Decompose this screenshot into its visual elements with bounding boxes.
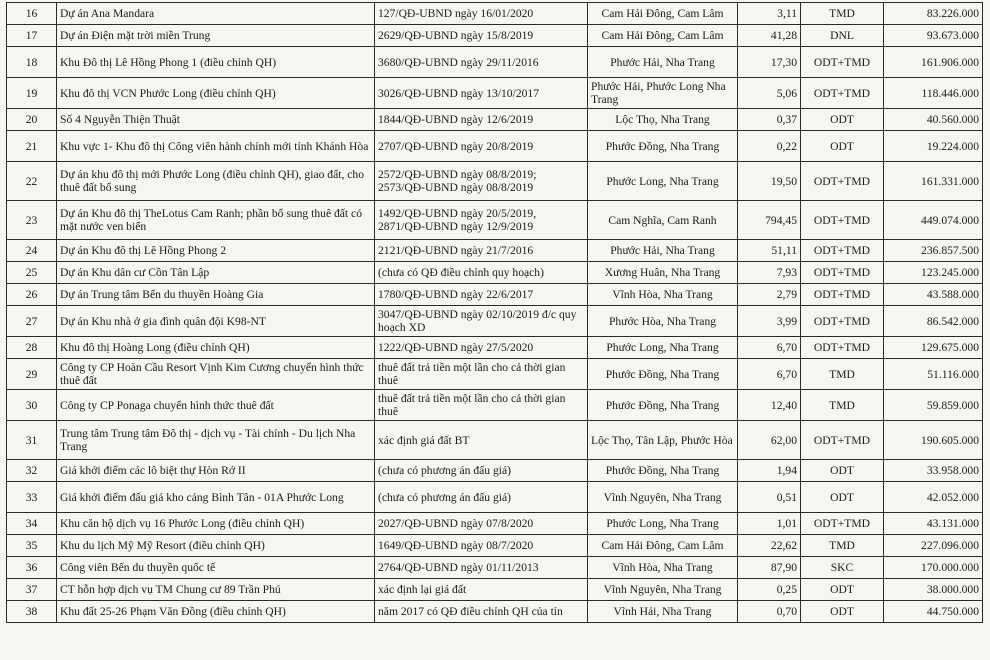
land-type-cell: ODT <box>801 131 884 162</box>
area-ha-cell: 0,22 <box>738 131 801 162</box>
area-ha-cell: 41,28 <box>738 25 801 47</box>
area-ha-cell: 0,37 <box>738 109 801 131</box>
decision-ref-cell: (chưa có QĐ điều chỉnh quy hoạch) <box>375 262 588 284</box>
land-type-cell: TMD <box>801 390 884 421</box>
row-number-cell: 28 <box>7 337 57 359</box>
row-number-cell: 18 <box>7 47 57 78</box>
price-value-cell: 33.958.000 <box>884 460 983 482</box>
decision-ref-cell: 2764/QĐ-UBND ngày 01/11/2013 <box>375 557 588 579</box>
decision-ref-cell: xác định giá đất BT <box>375 421 588 460</box>
location-cell: Vĩnh Hòa, Nha Trang <box>588 557 738 579</box>
location-cell: Vĩnh Nguyên, Nha Trang <box>588 482 738 513</box>
row-number-cell: 30 <box>7 390 57 421</box>
decision-ref-cell: (chưa có phương án đấu giá) <box>375 482 588 513</box>
area-ha-cell: 6,70 <box>738 337 801 359</box>
project-name-cell: Công viên Bến du thuyền quốc tế <box>57 557 375 579</box>
decision-ref-cell: 1649/QĐ-UBND ngày 08/7/2020 <box>375 535 588 557</box>
table-row <box>7 201 983 240</box>
price-value-cell: 161.331.000 <box>884 162 983 201</box>
row-number-cell: 34 <box>7 513 57 535</box>
location-cell: Lộc Thọ, Tân Lập, Phước Hòa <box>588 421 738 460</box>
land-type-cell: ODT+TMD <box>801 513 884 535</box>
area-ha-cell: 7,93 <box>738 262 801 284</box>
project-name-cell: Trung tâm Trung tâm Đô thị - dịch vụ - Tài chính - Du lịch Nha Trang <box>57 421 375 460</box>
project-name-cell: Khu đô thị VCN Phước Long (điều chỉnh QH) <box>57 78 375 109</box>
area-ha-cell: 6,70 <box>738 359 801 390</box>
location-cell: Xương Huân, Nha Trang <box>588 262 738 284</box>
project-name-cell: Khu Đô thị Lê Hồng Phong 1 (điều chỉnh QH) <box>57 47 375 78</box>
row-number-cell: 25 <box>7 262 57 284</box>
project-name-cell: Khu căn hộ dịch vụ 16 Phước Long (điều chỉnh QH) <box>57 513 375 535</box>
project-name-cell: Khu đô thị Hoàng Long (điều chỉnh QH) <box>57 337 375 359</box>
decision-ref-cell: 2121/QĐ-UBND ngày 21/7/2016 <box>375 240 588 262</box>
table-row <box>7 78 983 109</box>
area-ha-cell: 0,70 <box>738 601 801 623</box>
project-name-cell: Khu du lịch Mỹ Mỹ Resort (điều chỉnh QH) <box>57 535 375 557</box>
table-row <box>7 359 983 390</box>
table-row <box>7 513 983 535</box>
row-number-cell: 22 <box>7 162 57 201</box>
project-name-cell: Khu vực 1- Khu đô thị Công viên hành chính mới tỉnh Khánh Hòa <box>57 131 375 162</box>
row-number-cell: 27 <box>7 306 57 337</box>
land-type-cell: TMD <box>801 359 884 390</box>
price-value-cell: 38.000.000 <box>884 579 983 601</box>
land-type-cell: ODT+TMD <box>801 162 884 201</box>
row-number-cell: 31 <box>7 421 57 460</box>
table-row <box>7 306 983 337</box>
area-ha-cell: 62,00 <box>738 421 801 460</box>
price-value-cell: 51.116.000 <box>884 359 983 390</box>
location-cell: Cam Hải Đông, Cam Lâm <box>588 535 738 557</box>
table-row <box>7 579 983 601</box>
location-cell: Phước Long, Nha Trang <box>588 162 738 201</box>
row-number-cell: 36 <box>7 557 57 579</box>
table-body <box>7 3 983 623</box>
table-row <box>7 109 983 131</box>
project-name-cell: Khu đất 25-26 Phạm Văn Đồng (điều chỉnh QH) <box>57 601 375 623</box>
row-number-cell: 20 <box>7 109 57 131</box>
land-type-cell: ODT+TMD <box>801 262 884 284</box>
land-type-cell: DNL <box>801 25 884 47</box>
location-cell: Phước Hải, Nha Trang <box>588 240 738 262</box>
price-value-cell: 93.673.000 <box>884 25 983 47</box>
decision-ref-cell: 127/QĐ-UBND ngày 16/01/2020 <box>375 3 588 25</box>
decision-ref-cell: (chưa có phương án đấu giá) <box>375 460 588 482</box>
decision-ref-cell: 3047/QĐ-UBND ngày 02/10/2019 đ/c quy hoạch XD <box>375 306 588 337</box>
land-type-cell: ODT <box>801 482 884 513</box>
project-name-cell: Công ty CP Ponaga chuyển hình thức thuê đất <box>57 390 375 421</box>
table-row <box>7 460 983 482</box>
row-number-cell: 17 <box>7 25 57 47</box>
table-row <box>7 557 983 579</box>
area-ha-cell: 0,25 <box>738 579 801 601</box>
decision-ref-cell: 3026/QĐ-UBND ngày 13/10/2017 <box>375 78 588 109</box>
location-cell: Phước Hải, Phước Long Nha Trang <box>588 78 738 109</box>
area-ha-cell: 17,30 <box>738 47 801 78</box>
decision-ref-cell: 1492/QĐ-UBND ngày 20/5/2019, 2871/QĐ-UBND ngày 12/9/2019 <box>375 201 588 240</box>
project-name-cell: Giá khởi điểm đấu giá kho cảng Bình Tân - 01A Phước Long <box>57 482 375 513</box>
project-name-cell: Dự án Khu đô thị Lê Hồng Phong 2 <box>57 240 375 262</box>
project-name-cell: CT hỗn hợp dịch vụ TM Chung cư 89 Trần Phú <box>57 579 375 601</box>
area-ha-cell: 19,50 <box>738 162 801 201</box>
location-cell: Phước Đồng, Nha Trang <box>588 390 738 421</box>
location-cell: Phước Long, Nha Trang <box>588 337 738 359</box>
price-value-cell: 227.096.000 <box>884 535 983 557</box>
decision-ref-cell: xác định lại giá đất <box>375 579 588 601</box>
location-cell: Cam Nghĩa, Cam Ranh <box>588 201 738 240</box>
price-value-cell: 43.588.000 <box>884 284 983 306</box>
area-ha-cell: 1,01 <box>738 513 801 535</box>
location-cell: Phước Đồng, Nha Trang <box>588 131 738 162</box>
area-ha-cell: 0,51 <box>738 482 801 513</box>
price-value-cell: 161.906.000 <box>884 47 983 78</box>
price-value-cell: 59.859.000 <box>884 390 983 421</box>
row-number-cell: 38 <box>7 601 57 623</box>
land-type-cell: ODT <box>801 579 884 601</box>
price-value-cell: 123.245.000 <box>884 262 983 284</box>
row-number-cell: 37 <box>7 579 57 601</box>
location-cell: Cam Hải Đông, Cam Lâm <box>588 3 738 25</box>
land-type-cell: TMD <box>801 3 884 25</box>
location-cell: Vĩnh Hòa, Nha Trang <box>588 284 738 306</box>
area-ha-cell: 3,11 <box>738 3 801 25</box>
row-number-cell: 23 <box>7 201 57 240</box>
area-ha-cell: 2,79 <box>738 284 801 306</box>
location-cell: Cam Hải Đông, Cam Lâm <box>588 25 738 47</box>
decision-ref-cell: 3680/QĐ-UBND ngày 29/11/2016 <box>375 47 588 78</box>
land-type-cell: ODT+TMD <box>801 47 884 78</box>
project-name-cell: Số 4 Nguyễn Thiện Thuật <box>57 109 375 131</box>
decision-ref-cell: 2572/QĐ-UBND ngày 08/8/2019; 2573/QĐ-UBND ngày 08/8/2019 <box>375 162 588 201</box>
price-value-cell: 19.224.000 <box>884 131 983 162</box>
project-name-cell: Dự án Khu dân cư Cồn Tân Lập <box>57 262 375 284</box>
location-cell: Phước Hòa, Nha Trang <box>588 306 738 337</box>
project-name-cell: Dự án Điện mặt trời miền Trung <box>57 25 375 47</box>
area-ha-cell: 3,99 <box>738 306 801 337</box>
land-price-table <box>6 2 983 623</box>
table-row <box>7 162 983 201</box>
price-value-cell: 86.542.000 <box>884 306 983 337</box>
location-cell: Phước Đồng, Nha Trang <box>588 359 738 390</box>
decision-ref-cell: 1844/QĐ-UBND ngày 12/6/2019 <box>375 109 588 131</box>
land-type-cell: ODT <box>801 109 884 131</box>
price-value-cell: 43.131.000 <box>884 513 983 535</box>
row-number-cell: 19 <box>7 78 57 109</box>
project-name-cell: Dự án Khu nhà ở gia đình quân đội K98-NT <box>57 306 375 337</box>
area-ha-cell: 5,06 <box>738 78 801 109</box>
decision-ref-cell: 2707/QĐ-UBND ngày 20/8/2019 <box>375 131 588 162</box>
table-row <box>7 47 983 78</box>
area-ha-cell: 87,90 <box>738 557 801 579</box>
land-type-cell: ODT+TMD <box>801 337 884 359</box>
price-value-cell: 42.052.000 <box>884 482 983 513</box>
area-ha-cell: 794,45 <box>738 201 801 240</box>
price-value-cell: 190.605.000 <box>884 421 983 460</box>
table-row <box>7 240 983 262</box>
decision-ref-cell: thuê đất trả tiền một lần cho cả thời gian thuê <box>375 390 588 421</box>
table-row <box>7 3 983 25</box>
land-type-cell: ODT+TMD <box>801 421 884 460</box>
decision-ref-cell: 1222/QĐ-UBND ngày 27/5/2020 <box>375 337 588 359</box>
area-ha-cell: 51,11 <box>738 240 801 262</box>
land-type-cell: SKC <box>801 557 884 579</box>
land-type-cell: ODT+TMD <box>801 240 884 262</box>
project-name-cell: Dự án Trung tâm Bến du thuyền Hoàng Gia <box>57 284 375 306</box>
project-name-cell: Dự án Khu đô thị TheLotus Cam Ranh; phần bổ sung thuê đất có mặt nước ven biển <box>57 201 375 240</box>
table-row <box>7 262 983 284</box>
area-ha-cell: 12,40 <box>738 390 801 421</box>
decision-ref-cell: thuê đất trả tiền một lần cho cả thời gian thuê <box>375 359 588 390</box>
land-type-cell: ODT+TMD <box>801 284 884 306</box>
location-cell: Phước Hải, Nha Trang <box>588 47 738 78</box>
land-type-cell: TMD <box>801 535 884 557</box>
table-row <box>7 284 983 306</box>
location-cell: Phước Long, Nha Trang <box>588 513 738 535</box>
location-cell: Lộc Thọ, Nha Trang <box>588 109 738 131</box>
table-row <box>7 601 983 623</box>
decision-ref-cell: 1780/QĐ-UBND ngày 22/6/2017 <box>375 284 588 306</box>
price-value-cell: 236.857.500 <box>884 240 983 262</box>
price-value-cell: 170.000.000 <box>884 557 983 579</box>
area-ha-cell: 1,94 <box>738 460 801 482</box>
table-row <box>7 25 983 47</box>
row-number-cell: 35 <box>7 535 57 557</box>
location-cell: Phước Đồng, Nha Trang <box>588 460 738 482</box>
price-value-cell: 118.446.000 <box>884 78 983 109</box>
row-number-cell: 32 <box>7 460 57 482</box>
land-type-cell: ODT <box>801 601 884 623</box>
decision-ref-cell: 2629/QĐ-UBND ngày 15/8/2019 <box>375 25 588 47</box>
land-type-cell: ODT+TMD <box>801 201 884 240</box>
price-value-cell: 449.074.000 <box>884 201 983 240</box>
price-value-cell: 40.560.000 <box>884 109 983 131</box>
decision-ref-cell: năm 2017 có QĐ điều chỉnh QH của tỉn <box>375 601 588 623</box>
land-type-cell: ODT+TMD <box>801 78 884 109</box>
land-type-cell: ODT <box>801 460 884 482</box>
table-row <box>7 337 983 359</box>
project-name-cell: Dự án khu đô thị mới Phước Long (điều chỉnh QH), giao đất, cho thuê đất bổ sung <box>57 162 375 201</box>
table-row <box>7 390 983 421</box>
price-value-cell: 44.750.000 <box>884 601 983 623</box>
location-cell: Vĩnh Hải, Nha Trang <box>588 601 738 623</box>
table-row <box>7 421 983 460</box>
price-value-cell: 83.226.000 <box>884 3 983 25</box>
location-cell: Vĩnh Nguyên, Nha Trang <box>588 579 738 601</box>
row-number-cell: 21 <box>7 131 57 162</box>
project-name-cell: Dự án Ana Mandara <box>57 3 375 25</box>
table-row <box>7 482 983 513</box>
project-name-cell: Giá khởi điểm các lô biệt thự Hòn Rớ II <box>57 460 375 482</box>
price-value-cell: 129.675.000 <box>884 337 983 359</box>
row-number-cell: 33 <box>7 482 57 513</box>
row-number-cell: 16 <box>7 3 57 25</box>
table-row <box>7 535 983 557</box>
row-number-cell: 29 <box>7 359 57 390</box>
land-type-cell: ODT+TMD <box>801 306 884 337</box>
row-number-cell: 24 <box>7 240 57 262</box>
project-name-cell: Công ty CP Hoàn Cầu Resort Vịnh Kim Cương chuyển hình thức thuê đất <box>57 359 375 390</box>
area-ha-cell: 22,62 <box>738 535 801 557</box>
row-number-cell: 26 <box>7 284 57 306</box>
decision-ref-cell: 2027/QĐ-UBND ngày 07/8/2020 <box>375 513 588 535</box>
table-row <box>7 131 983 162</box>
